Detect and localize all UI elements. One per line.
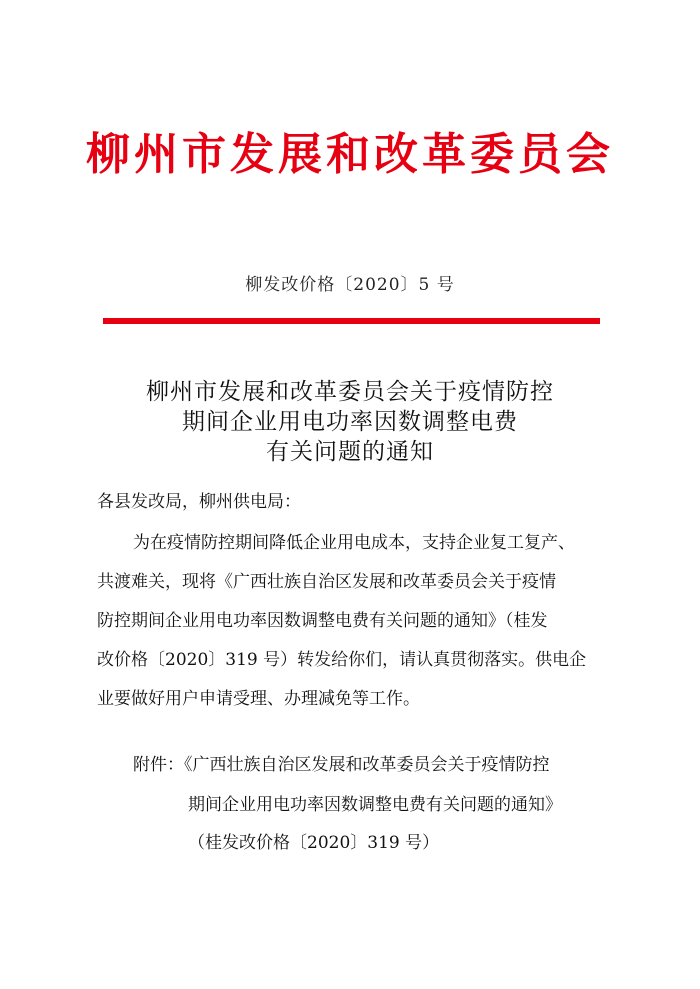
issuing-authority-title: 柳州市发展和改革委员会 [86, 129, 614, 180]
attachment-line-1: 附件：《广西壮族自治区发展和改革委员会关于疫情防控 [133, 755, 550, 775]
document-number: 柳发改价格〔2020〕5 号 [245, 275, 455, 295]
notice-title-line-1: 柳州市发展和改革委员会关于疫情防控 [146, 379, 554, 405]
attachment-line-2: 期间企业用电功率因数调整电费有关问题的通知》 [188, 795, 562, 815]
body-paragraph-line-5: 业要做好用户申请受理、办理减免等工作。 [97, 689, 420, 709]
red-separator-rule [103, 318, 600, 324]
body-paragraph-line-3: 防控期间企业用电功率因数调整电费有关问题的通知》（桂发 [97, 611, 548, 631]
notice-title-line-2: 期间企业用电功率因数调整电费 [182, 409, 518, 435]
body-paragraph-line-1: 为在疫情防控期间降低企业用电成本，支持企业复工复产、 [133, 533, 575, 553]
body-paragraph-line-2: 共渡难关，现将《广西壮族自治区发展和改革委员会关于疫情 [97, 572, 556, 592]
attachment-line-3: （桂发改价格〔2020〕319 号） [188, 833, 440, 853]
body-paragraph-line-4: 改价格〔2020〕319 号）转发给你们，请认真贯彻落实。供电企 [97, 650, 587, 670]
notice-title-line-3: 有关问题的通知 [266, 439, 434, 465]
addressee: 各县发改局，柳州供电局： [97, 492, 301, 512]
